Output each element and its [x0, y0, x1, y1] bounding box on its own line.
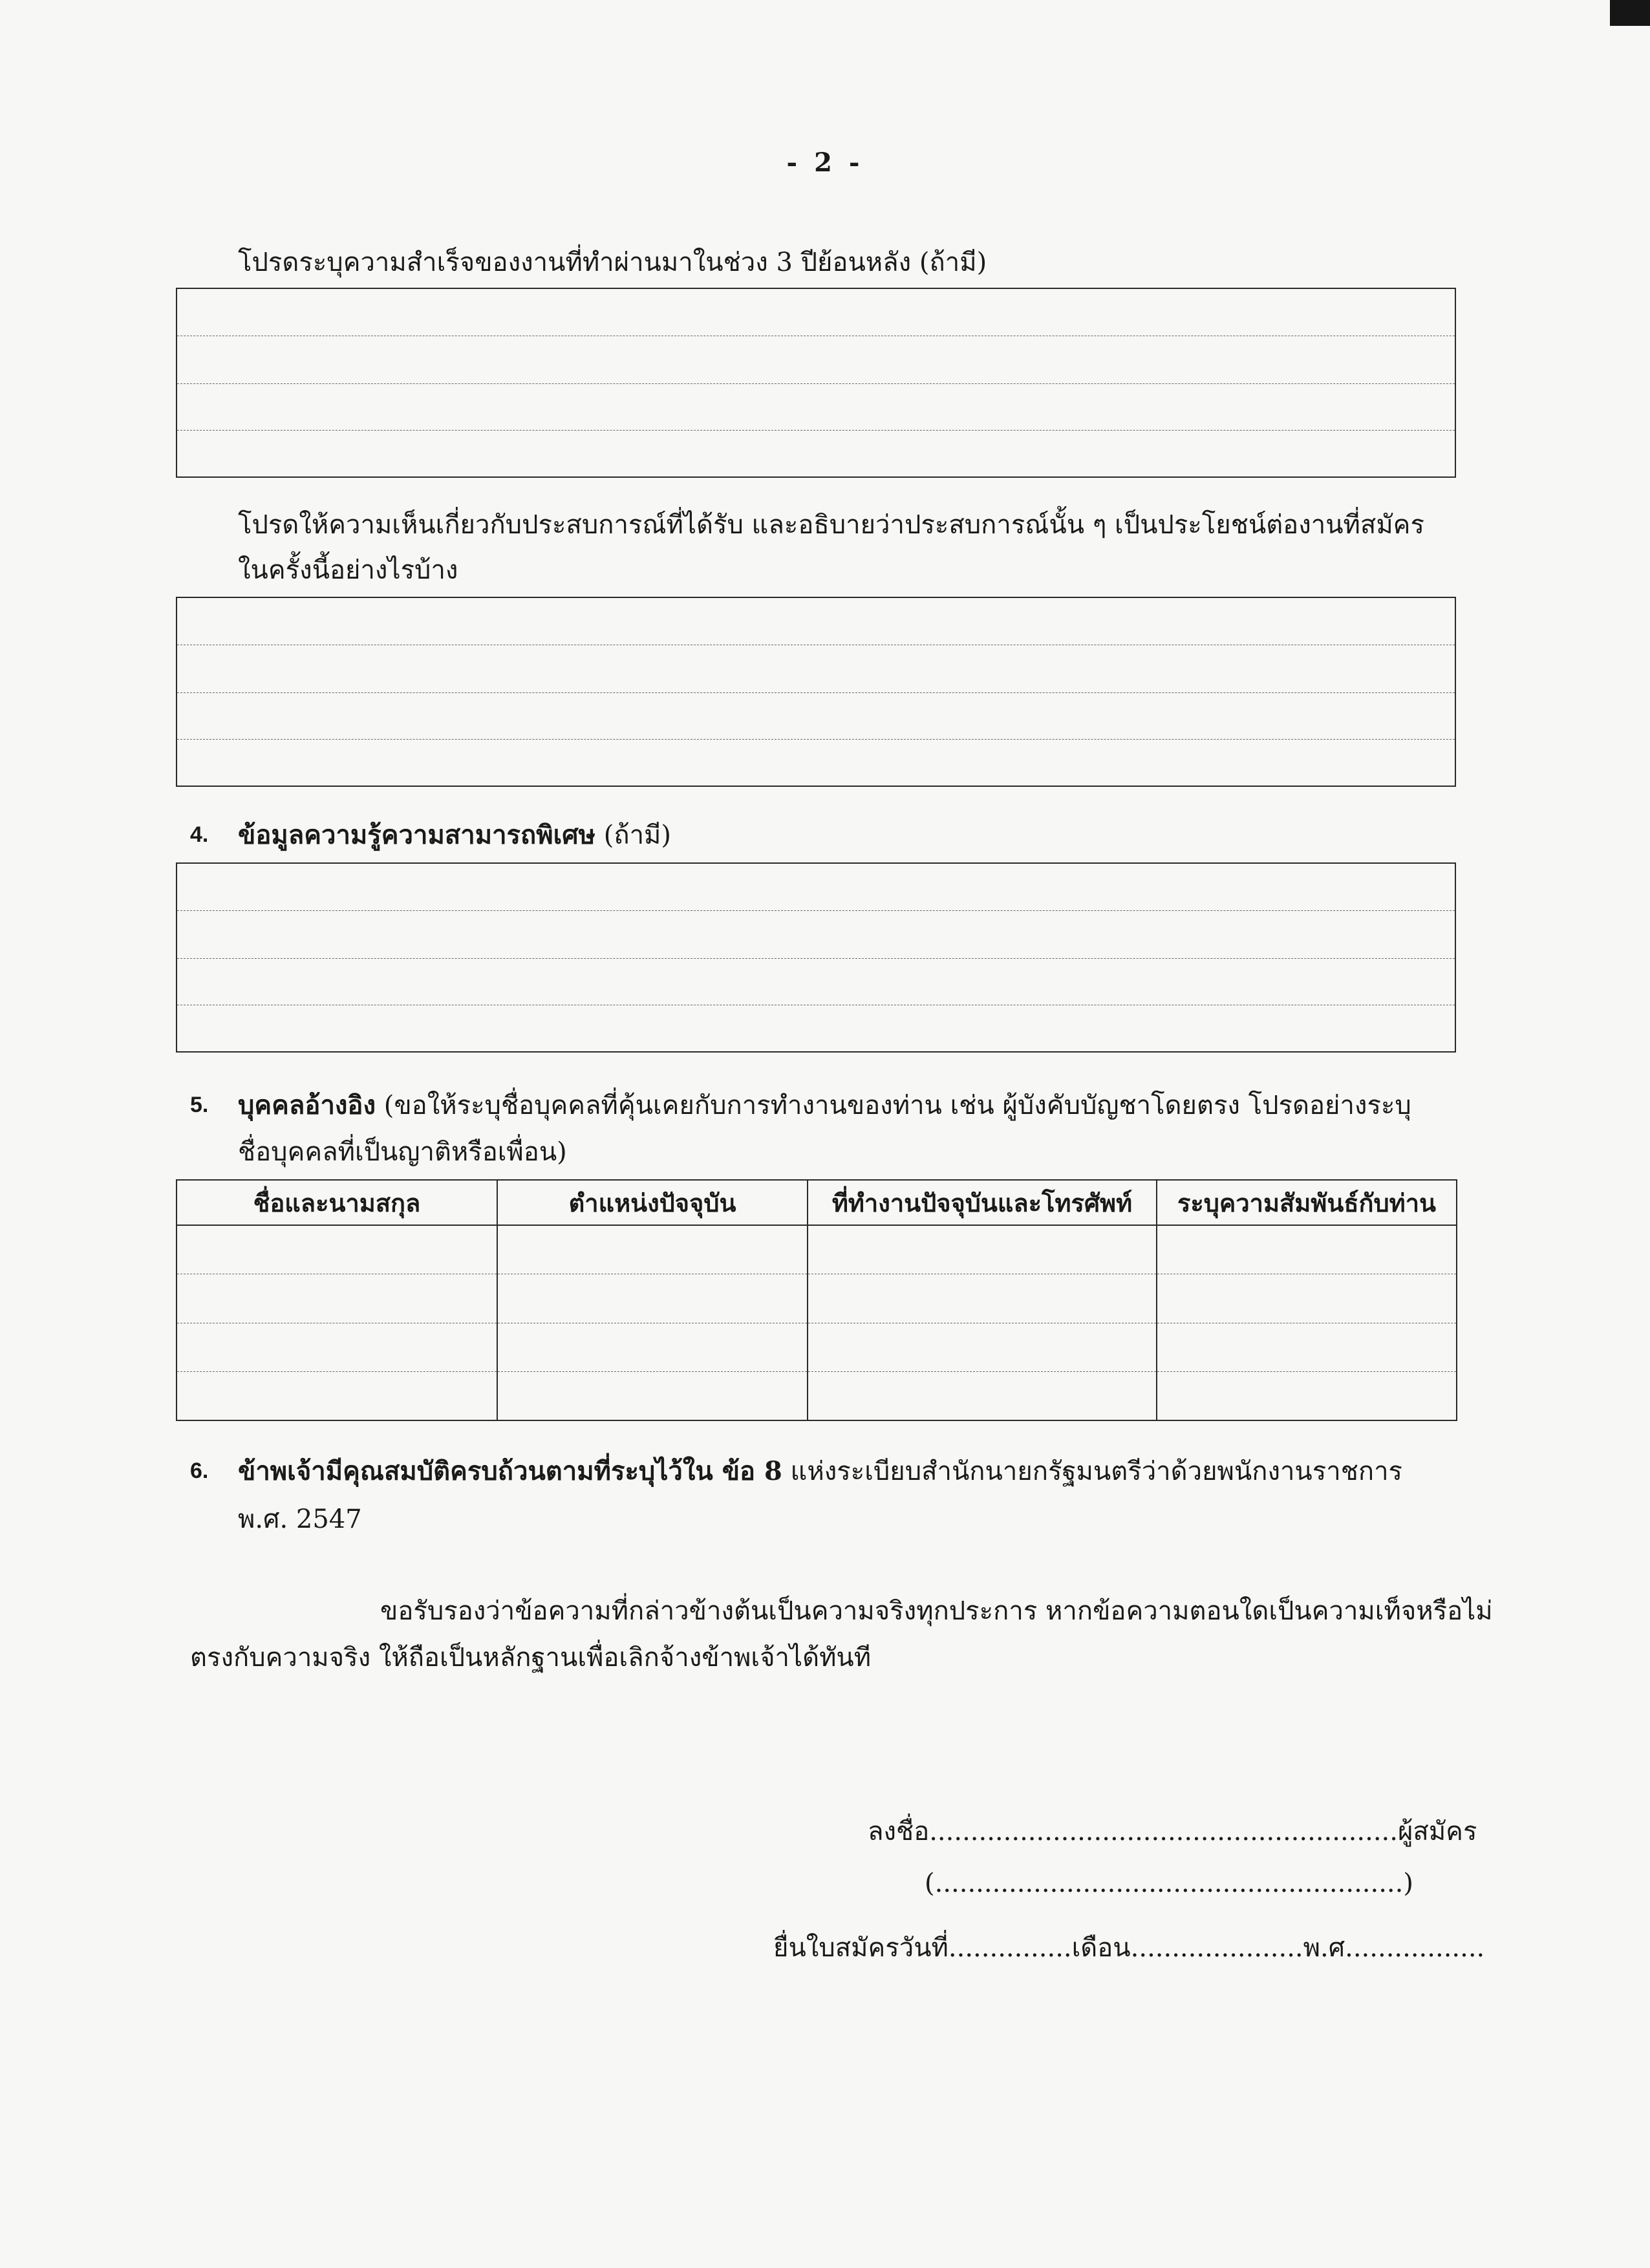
- writing-line: [177, 430, 1455, 431]
- section5-title: บุคคลอ้างอิง: [238, 1090, 376, 1120]
- achievements-answer-box[interactable]: [176, 288, 1456, 478]
- column-header-name: ชื่อและนามสกุล: [177, 1180, 497, 1225]
- table-header-row: [177, 1180, 1457, 1225]
- scan-corner-shadow: [1610, 0, 1650, 26]
- table-cell[interactable]: [497, 1274, 808, 1323]
- table-cell[interactable]: [808, 1225, 1157, 1274]
- table-cell[interactable]: [497, 1225, 808, 1274]
- table-cell[interactable]: [1157, 1323, 1457, 1371]
- experience-answer-box[interactable]: [176, 597, 1456, 787]
- section5-number: 5.: [190, 1093, 209, 1117]
- section4-number: 4.: [190, 822, 209, 847]
- table-cell[interactable]: [497, 1371, 808, 1420]
- table-row: [177, 1371, 1457, 1420]
- section5-line2: ชื่อบุคคลที่เป็นญาติหรือเพื่อน): [238, 1137, 567, 1167]
- section5-instruction: (ขอให้ระบุชื่อบุคคลที่คุ้นเคยกับการทำงานของท่าน เช่น ผู้บังคับบัญชาโดยตรง โปรดอย่างระบุ: [383, 1091, 1411, 1120]
- reference-persons-table: [176, 1179, 1457, 1421]
- writing-line: [177, 692, 1455, 693]
- table-cell[interactable]: [808, 1323, 1157, 1371]
- table-row: [177, 1225, 1457, 1274]
- section4-note: (ถ้ามี): [603, 820, 672, 850]
- section6-line1: [238, 1448, 1402, 1495]
- printed-name-line[interactable]: (.........................................................): [925, 1868, 1413, 1898]
- section4-heading: [238, 812, 671, 859]
- table-cell[interactable]: [1157, 1274, 1457, 1323]
- section5-line1: [238, 1082, 1411, 1129]
- certification-line1: ขอรับรองว่าข้อความที่กล่าวข้างต้นเป็นความจริงทุกประการ หากข้อความตอนใดเป็นความเท็จหรือไม่: [380, 1596, 1493, 1626]
- experience-prompt-line2: ในครั้งนี้อย่างไรบ้าง: [238, 555, 458, 585]
- page-number: - 2 -: [786, 147, 864, 178]
- writing-line: [177, 739, 1455, 740]
- special-skills-answer-box[interactable]: [176, 862, 1456, 1053]
- table-cell[interactable]: [808, 1371, 1157, 1420]
- table-cell[interactable]: [1157, 1225, 1457, 1274]
- writing-line: [177, 910, 1455, 911]
- table-cell[interactable]: [177, 1323, 497, 1371]
- submission-date-line[interactable]: ยื่นใบสมัครวันที่...............เดือน.....................พ.ศ.................: [773, 1933, 1485, 1963]
- section6-line2: พ.ศ. 2547: [238, 1504, 362, 1534]
- section6-statement: ข้าพเจ้ามีคุณสมบัติครบถ้วนตามที่ระบุไว้ใน ข้อ 8: [238, 1456, 782, 1486]
- table-row: [177, 1274, 1457, 1323]
- table-cell[interactable]: [177, 1225, 497, 1274]
- column-header-workplace-phone: ที่ทำงานปัจจุบันและโทรศัพท์: [808, 1180, 1157, 1225]
- section6-regulation: แห่งระเบียบสำนักนายกรัฐมนตรีว่าด้วยพนักงานราชการ: [790, 1457, 1403, 1486]
- table-cell[interactable]: [177, 1371, 497, 1420]
- table-cell[interactable]: [808, 1274, 1157, 1323]
- experience-prompt-line1: โปรดให้ความเห็นเกี่ยวกับประสบการณ์ที่ได้รับ และอธิบายว่าประสบการณ์นั้น ๆ เป็นประโยชน์ต่องานที่สมัคร: [238, 510, 1424, 540]
- table-cell[interactable]: [497, 1323, 808, 1371]
- achievements-prompt: โปรดระบุความสำเร็จของงานที่ทำผ่านมาในช่วง 3 ปีย้อนหลัง (ถ้ามี): [238, 248, 987, 277]
- writing-line: [177, 958, 1455, 959]
- signature-line[interactable]: ลงชื่อ.........................................................ผู้สมัคร: [868, 1817, 1477, 1846]
- table-row: [177, 1323, 1457, 1371]
- writing-line: [177, 383, 1455, 384]
- table-cell[interactable]: [1157, 1371, 1457, 1420]
- section6-number: 6.: [190, 1459, 209, 1483]
- section4-title: ข้อมูลความรู้ความสามารถพิเศษ: [238, 820, 596, 850]
- column-header-position: ตำแหน่งปัจจุบัน: [497, 1180, 808, 1225]
- certification-line2: ตรงกับความจริง ให้ถือเป็นหลักฐานเพื่อเลิกจ้างข้าพเจ้าได้ทันที: [190, 1643, 872, 1673]
- table-cell[interactable]: [177, 1274, 497, 1323]
- column-header-relationship: ระบุความสัมพันธ์กับท่าน: [1157, 1180, 1457, 1225]
